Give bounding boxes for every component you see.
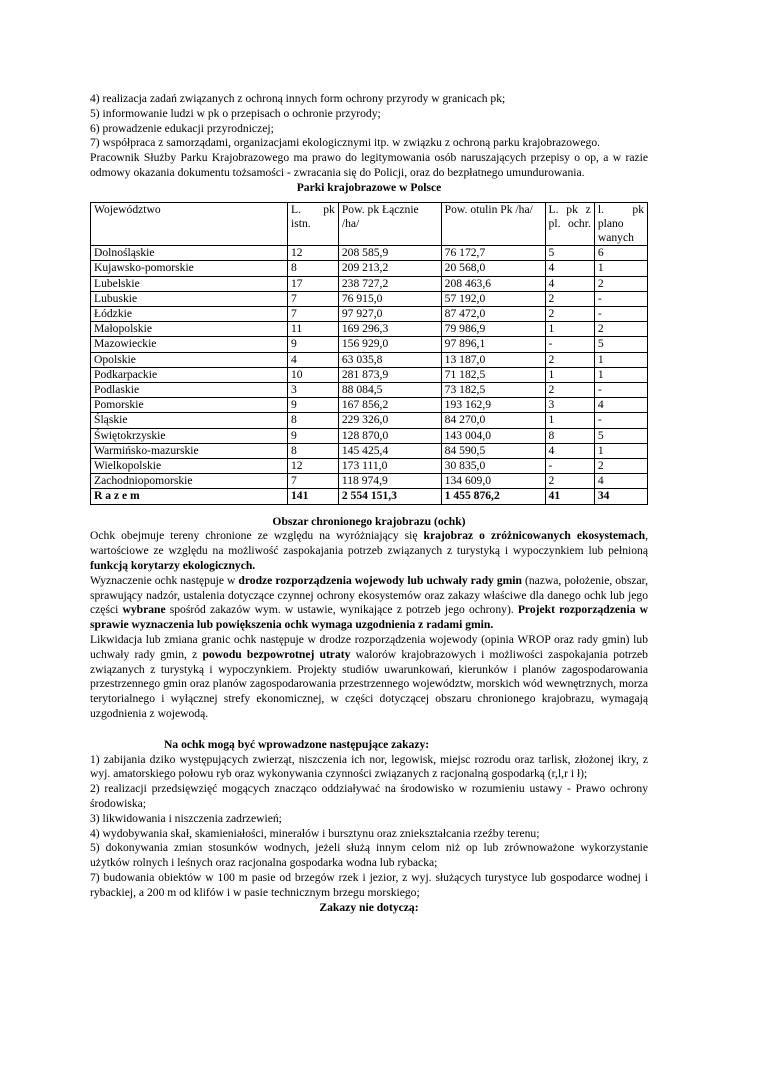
cell-ochr: -	[545, 337, 594, 352]
table-row	[91, 443, 648, 458]
cell-name: Łódzkie	[91, 307, 288, 322]
cell-plan: 5	[594, 428, 647, 443]
cell-otulin: 84 590,5	[441, 443, 545, 458]
zakaz-item-5: 5) dokonywania zmian stosunków wodnych, jeżeli służą innym celom niż op lub zrównoważone wykorzystanie użytków rolnych i leśnych oraz racjonalna gospodarka wodna lub rybacka;	[90, 841, 648, 870]
table-row	[91, 291, 648, 306]
table-header-row	[91, 202, 648, 246]
cell-pow: 97 927,0	[338, 307, 441, 322]
cell-pow: 76 915,0	[338, 291, 441, 306]
cell-name: Lubuskie	[91, 291, 288, 306]
table-row	[91, 383, 648, 398]
cell-name: Pomorskie	[91, 398, 288, 413]
cell-istn: 8	[287, 261, 338, 276]
cell-istn: 17	[287, 276, 338, 291]
total-pow: 2 554 151,3	[338, 489, 441, 504]
cell-pow: 238 727,2	[338, 276, 441, 291]
ochk-p3-b: powodu bezpowrotnej utraty	[202, 647, 351, 661]
cell-istn: 9	[287, 398, 338, 413]
table-row	[91, 337, 648, 352]
cell-otulin: 193 162,9	[441, 398, 545, 413]
ochk-p3-a: Likwidacja lub zmiana granic ochk następuje w drodze rozporządzenia wojewody (opinia WROP oraz rady gmin) lub uchwały rady gmin, z	[90, 633, 648, 661]
ochk-p2-b: drodze rozporządzenia wojewody lub uchwały rady gmin	[238, 573, 522, 587]
total-name: R a z e m	[91, 489, 288, 504]
cell-name: Kujawsko-pomorskie	[91, 261, 288, 276]
table-title: Parki krajobrazowe w Polsce	[296, 180, 442, 194]
cell-otulin: 79 986,9	[441, 322, 545, 337]
cell-ochr: 2	[545, 474, 594, 489]
cell-ochr: 3	[545, 398, 594, 413]
cell-otulin: 84 270,0	[441, 413, 545, 428]
cell-ochr: 2	[545, 352, 594, 367]
cell-name: Opolskie	[91, 352, 288, 367]
cell-pow: 209 213,2	[338, 261, 441, 276]
ochk-title: Obszar chronionego krajobrazu (ochk)	[272, 514, 466, 528]
table-row	[91, 413, 648, 428]
ochk-p2-a: Wyznaczenie ochk następuje w	[90, 573, 239, 587]
cell-ochr: 4	[545, 276, 594, 291]
document-page	[90, 92, 648, 915]
cell-otulin: 97 896,1	[441, 337, 545, 352]
intro-pracownik: Pracownik Służby Parku Krajobrazowego ma prawo do legitymowania osób naruszających przepisy o op, a w razie odmowy okazania dokumentu tożsamości - zwracania się do Policji, oraz do bezpłatnego umundurowania.	[90, 151, 648, 179]
cell-otulin: 30 835,0	[441, 459, 545, 474]
cell-pow: 88 084,5	[338, 383, 441, 398]
cell-otulin: 76 172,7	[441, 246, 545, 261]
table-row	[91, 246, 648, 261]
cell-ochr: 5	[545, 246, 594, 261]
total-ochr: 41	[545, 489, 594, 504]
cell-ochr: -	[545, 459, 594, 474]
cell-istn: 4	[287, 352, 338, 367]
cell-pow: 145 425,4	[338, 443, 441, 458]
cell-plan: 4	[594, 474, 647, 489]
cell-ochr: 1	[545, 367, 594, 382]
cell-plan: 1	[594, 367, 647, 382]
ochk-p2-e: spośród zakazów wym. w ustawie, wynikające z potrzeb jego ochrony).	[165, 603, 518, 617]
cell-istn: 9	[287, 337, 338, 352]
ochk-p1-d: funkcją korytarzy ekologicznych.	[90, 559, 256, 573]
cell-plan: 1	[594, 261, 647, 276]
cell-ochr: 1	[545, 413, 594, 428]
cell-plan: -	[594, 291, 647, 306]
cell-otulin: 73 182,5	[441, 383, 545, 398]
table-row	[91, 398, 648, 413]
cell-istn: 10	[287, 367, 338, 382]
intro-line-7: 7) współpraca z samorządami, organizacjami ekologicznymi itp. w związku z ochroną parku krajobrazowego.	[90, 136, 601, 150]
zakaz-item-3: 3) likwidowania i niszczenia zadrzewień;	[90, 811, 282, 825]
cell-plan: -	[594, 307, 647, 322]
cell-istn: 3	[287, 383, 338, 398]
header-l-pk-ochr: L. pk z pl. ochr.	[545, 202, 594, 246]
cell-plan: 6	[594, 246, 647, 261]
cell-plan: 2	[594, 459, 647, 474]
table-row	[91, 459, 648, 474]
cell-istn: 8	[287, 413, 338, 428]
cell-plan: 5	[594, 337, 647, 352]
table-row	[91, 352, 648, 367]
ochk-p1-c: , wartościowe ze względu na możliwość zaspokajania potrzeb związanych z turystyką i wypoczynkiem lub pełnioną	[90, 529, 648, 558]
cell-istn: 9	[287, 428, 338, 443]
ochk-paragraph-1	[90, 529, 648, 573]
cell-pow: 173 111,0	[338, 459, 441, 474]
header-wojewodztwo: Województwo	[91, 202, 288, 246]
cell-name: Świętokrzyskie	[91, 428, 288, 443]
cell-name: Wielkopolskie	[91, 459, 288, 474]
table-row	[91, 367, 648, 382]
header-pow-otulin: Pow. otulin Pk /ha/	[441, 202, 545, 246]
cell-istn: 7	[287, 474, 338, 489]
table-row	[91, 276, 648, 291]
cell-name: Zachodniopomorskie	[91, 474, 288, 489]
table-row	[91, 261, 648, 276]
cell-otulin: 57 192,0	[441, 291, 545, 306]
cell-ochr: 4	[545, 261, 594, 276]
ochk-p2-f: Projekt rozporządzenia w sprawie wyznaczenia lub powiększenia ochk wymaga uzgodnienia z radami gmin.	[90, 603, 649, 632]
ochk-p1-b: krajobraz o zróżnicowanych ekosystemach	[423, 529, 646, 543]
header-pow-pk: Pow. pk Łącznie /ha/	[338, 202, 441, 246]
cell-otulin: 134 609,0	[441, 474, 545, 489]
cell-ochr: 1	[545, 322, 594, 337]
cell-pow: 229 326,0	[338, 413, 441, 428]
cell-ochr: 2	[545, 307, 594, 322]
cell-name: Dolnośląskie	[91, 246, 288, 261]
zakazy-title: Na ochk mogą być wprowadzone następujące zakazy:	[164, 737, 430, 751]
header-l-planowanych: l. pk plano wanych	[594, 202, 647, 246]
cell-name: Mazowieckie	[91, 337, 288, 352]
cell-name: Podlaskie	[91, 383, 288, 398]
cell-istn: 7	[287, 307, 338, 322]
cell-otulin: 208 463,6	[441, 276, 545, 291]
ochk-p2-d: wybrane	[122, 603, 166, 617]
cell-pow: 208 585,9	[338, 246, 441, 261]
table-body	[91, 246, 648, 489]
ochk-p3-c: walorów krajobrazowych i możliwości zaspokajania potrzeb związanych z turystyką i wypoczynkiem. Projekty studiów uwarunkowań, kierunków i planów zagospodarowania przestrzennego gmin oraz planów zagospodarowania przestrzennego województw, morskich wód wewnętrznych, morza terytorialnego i wyłącznej strefy ekonomicznej, w części dotyczącej obszaru chronionego krajobrazu, wymagają uzgodnienia z wojewodą.	[90, 647, 648, 720]
cell-otulin: 87 472,0	[441, 307, 545, 322]
cell-ochr: 2	[545, 291, 594, 306]
zakaz-item-4: 4) wydobywania skał, skamieniałości, minerałów i bursztynu oraz zniekształcania rzeźby terenu;	[90, 826, 540, 840]
cell-pow: 156 929,0	[338, 337, 441, 352]
cell-istn: 7	[287, 291, 338, 306]
table-row	[91, 322, 648, 337]
cell-plan: -	[594, 383, 647, 398]
cell-plan: 2	[594, 322, 647, 337]
cell-name: Podkarpackie	[91, 367, 288, 382]
cell-otulin: 20 568,0	[441, 261, 545, 276]
cell-pow: 63 035,8	[338, 352, 441, 367]
cell-istn: 11	[287, 322, 338, 337]
cell-name: Śląskie	[91, 413, 288, 428]
ochk-p2-c: (nazwa, położenie, obszar, sprawujący nadzór, ustalenia dotyczące czynnej ochrony ekosystemów oraz zakazy właściwe dla danego ochk lub jego części	[90, 573, 648, 617]
cell-istn: 12	[287, 246, 338, 261]
cell-istn: 12	[287, 459, 338, 474]
table-row	[91, 428, 648, 443]
zakaz-item-1: 1) zabijania dziko występujących zwierząt, niszczenia ich nor, legowisk, miejsc rozrodu oraz tarlisk, złożonej ikry, z wyj. amatorskiego połowu ryb oraz wykonywania czynności związanych z racjonalną gospodarką (r,l,r i ł);	[90, 752, 648, 781]
ochk-paragraph-2	[90, 574, 648, 633]
cell-plan: 1	[594, 352, 647, 367]
intro-line-6: 6) prowadzenie edukacji przyrodniczej;	[90, 121, 274, 135]
table-row	[91, 474, 648, 489]
zakaz-item-7: 7) budowania obiektów w 100 m pasie od brzegów rzek i jezior, z wyj. służących turystyce lub gospodarce wodnej i rybackiej, a 200 m od klifów i w pasie technicznym brzegu morskiego;	[90, 870, 648, 899]
total-istn: 141	[287, 489, 338, 504]
intro-line-4: 4) realizacja zadań związanych z ochroną innych form ochrony przyrody w granicach pk;	[90, 92, 506, 105]
cell-pow: 281 873,9	[338, 367, 441, 382]
cell-pow: 118 974,9	[338, 474, 441, 489]
cell-pow: 169 296,3	[338, 322, 441, 337]
cell-otulin: 71 182,5	[441, 367, 545, 382]
table-total-row	[91, 489, 648, 504]
cell-otulin: 13 187,0	[441, 352, 545, 367]
ochk-paragraph-3	[90, 633, 648, 722]
cell-name: Warmińsko-mazurskie	[91, 443, 288, 458]
cell-plan: 1	[594, 443, 647, 458]
intro-line-5: 5) informowanie ludzi w pk o przepisach o ochronie przyrody;	[90, 106, 381, 120]
table-row	[91, 307, 648, 322]
zakaz-item-2: 2) realizacji przedsięwzięć mogących znacząco oddziaływać na środowisko w rozumieniu ustawy - Prawo ochrony środowiska;	[90, 782, 648, 810]
cell-pow: 128 870,0	[338, 428, 441, 443]
cell-plan: 4	[594, 398, 647, 413]
cell-istn: 8	[287, 443, 338, 458]
cell-plan: 2	[594, 276, 647, 291]
total-otulin: 1 455 876,2	[441, 489, 545, 504]
cell-name: Małopolskie	[91, 322, 288, 337]
cell-plan: -	[594, 413, 647, 428]
cell-ochr: 2	[545, 383, 594, 398]
zakazy-nie-dotycza: Zakazy nie dotyczą:	[319, 900, 419, 914]
cell-pow: 167 856,2	[338, 398, 441, 413]
cell-name: Lubelskie	[91, 276, 288, 291]
cell-ochr: 8	[545, 428, 594, 443]
header-l-pk-istn: L. pk istn.	[287, 202, 338, 246]
total-plan: 34	[594, 489, 647, 504]
cell-otulin: 143 004,0	[441, 428, 545, 443]
spacer	[90, 722, 648, 738]
cell-ochr: 4	[545, 443, 594, 458]
ochk-p1-a: Ochk obejmuje tereny chronione ze względu na wyróżniający się	[90, 529, 424, 543]
parks-table	[90, 202, 648, 505]
